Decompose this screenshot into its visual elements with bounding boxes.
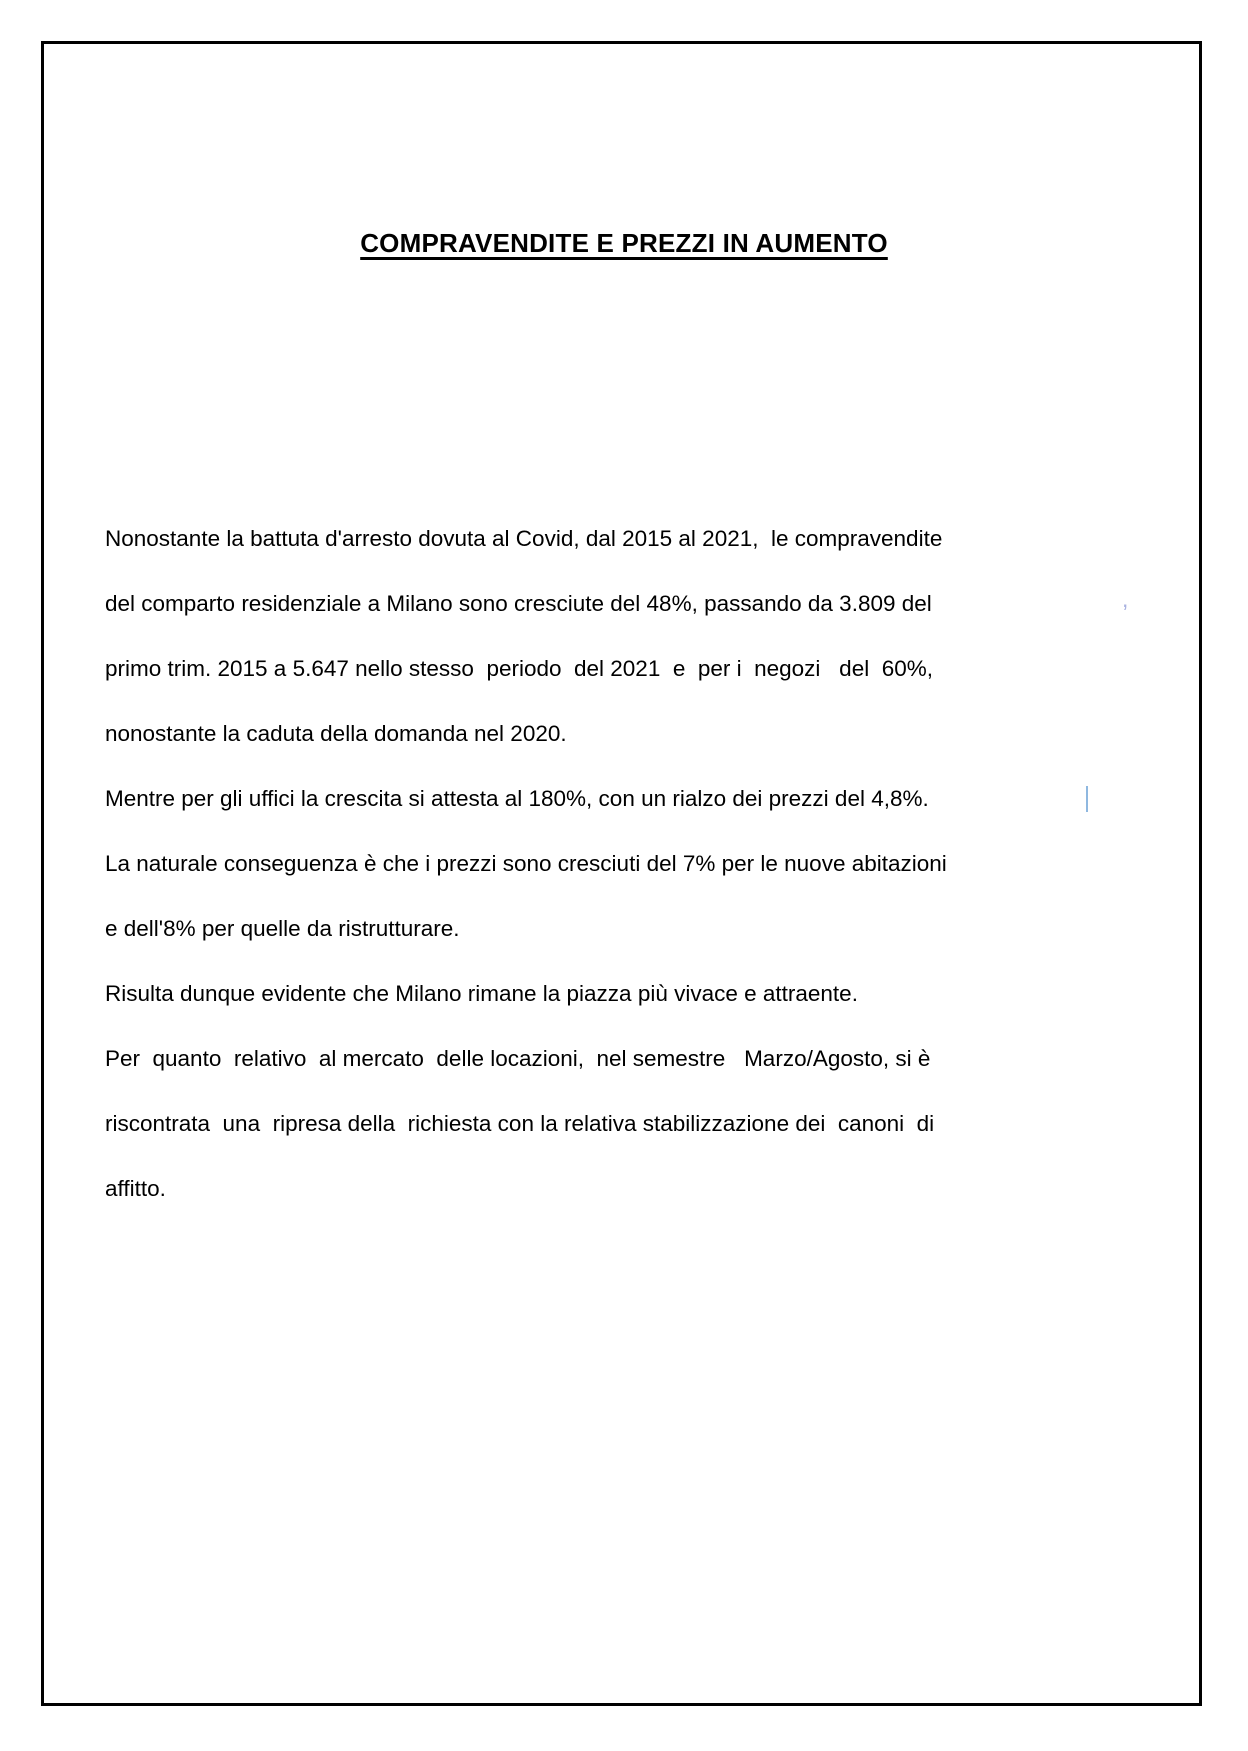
text-line: Per quanto relativo al mercato delle locazioni, nel semestre Marzo/Agosto, si è <box>105 1046 931 1071</box>
text-line: del comparto residenziale a Milano sono cresciute del 48%, passando da 3.809 del <box>105 591 932 616</box>
document-body <box>105 506 1035 1221</box>
stray-comma-artifact: , <box>1122 586 1129 612</box>
document-title: COMPRAVENDITE E PREZZI IN AUMENTO <box>360 228 888 258</box>
text-line: Mentre per gli uffici la crescita si attesta al 180%, con un rialzo dei prezzi del 4,8%. <box>105 786 929 811</box>
text-line: e dell'8% per quelle da ristrutturare. <box>105 916 460 941</box>
text-line: riscontrata una ripresa della richiesta con la relativa stabilizzazione dei canoni di <box>105 1111 935 1136</box>
text-line: Risulta dunque evidente che Milano rimane la piazza più vivace e attraente. <box>105 981 858 1006</box>
text-line: La naturale conseguenza è che i prezzi sono cresciuti del 7% per le nuove abitazioni <box>105 851 947 876</box>
text-line: Nonostante la battuta d'arresto dovuta al Covid, dal 2015 al 2021, le compravendite <box>105 526 943 551</box>
text-line: nonostante la caduta della domanda nel 2020. <box>105 721 567 746</box>
text-line: affitto. <box>105 1176 166 1201</box>
text-line: primo trim. 2015 a 5.647 nello stesso periodo del 2021 e per i negozi del 60%, <box>105 656 933 681</box>
text-cursor <box>1086 786 1088 812</box>
